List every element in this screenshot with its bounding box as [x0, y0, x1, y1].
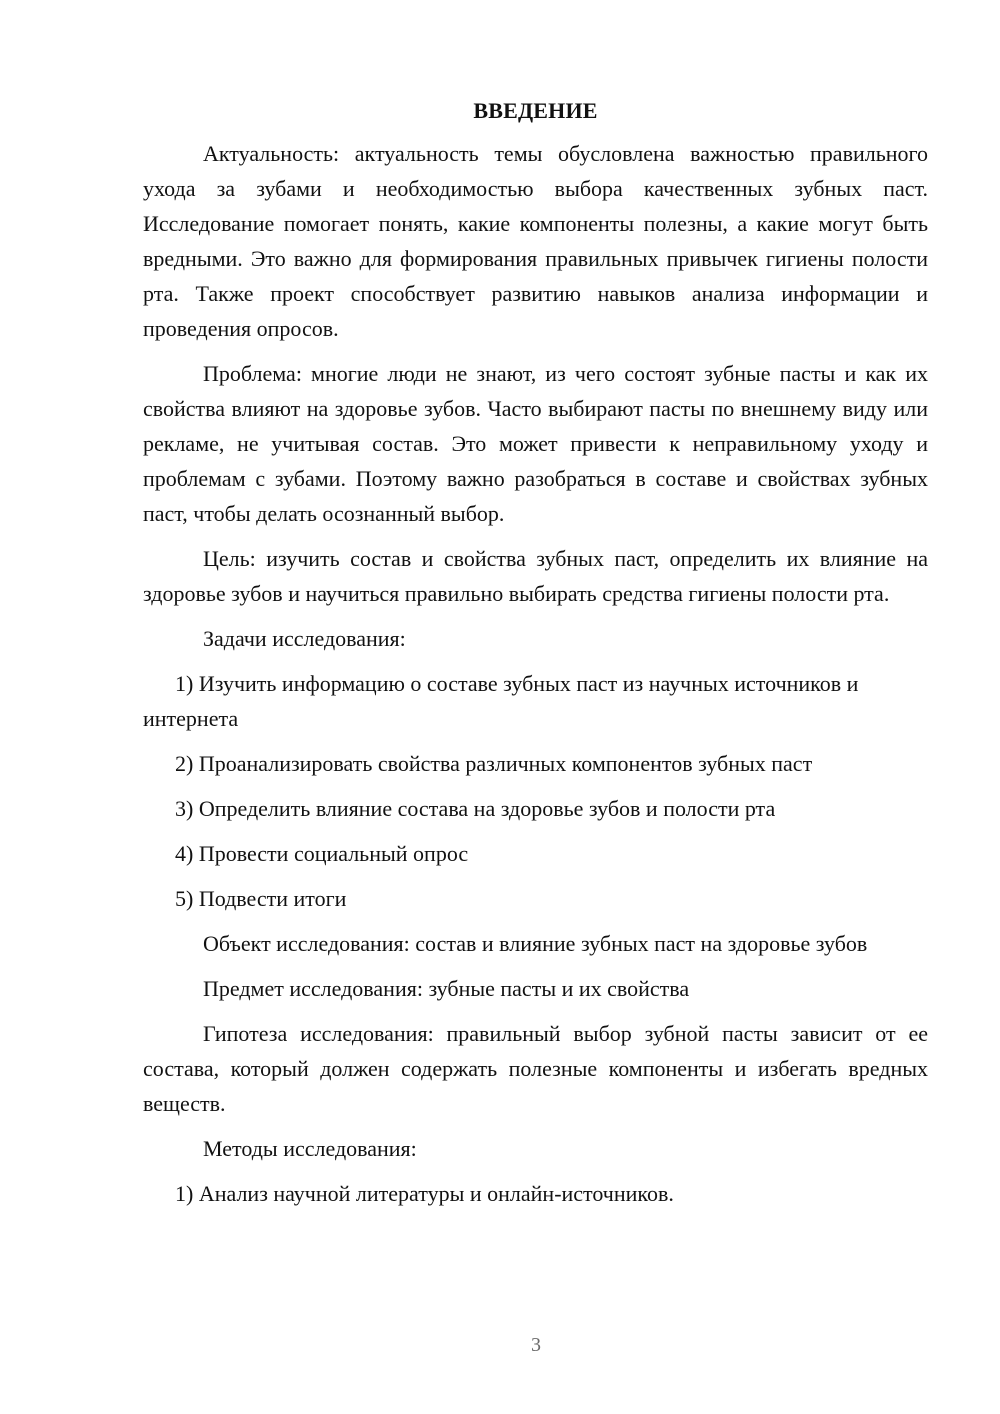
task-item-1: 1) Изучить информацию о составе зубных паст из научных источников и интернета [143, 671, 859, 731]
goal-paragraph: Цель: изучить состав и свойства зубных паст, определить их влияние на здоровье зубов и научиться правильно выбирать средства гигиены полости рта. [143, 546, 928, 606]
relevance-paragraph: Актуальность: актуальность темы обусловлена важностью правильного ухода за зубами и необходимостью выбора качественных зубных паст. Исследование помогает понять, какие компоненты полезны, а какие могут быть вредными. Это важно для формирования правильных привычек гигиены полости рта. Также проект способствует развитию навыков анализа информации и проведения опросов. [143, 141, 928, 341]
task-item-5: 5) Подвести итоги [175, 886, 347, 911]
problem-paragraph: Проблема: многие люди не знают, из чего состоят зубные пасты и как их свойства влияют на здоровье зубов. Часто выбирают пасты по внешнему виду или рекламе, не учитывая состав. Это может привести к неправильному уходу и проблемам с зубами. Поэтому важно разобраться в составе и свойствах зубных паст, чтобы делать осознанный выбор. [143, 361, 928, 526]
page-number: 3 [531, 1334, 541, 1356]
method-item-1: 1) Анализ научной литературы и онлайн-источников. [175, 1181, 674, 1206]
task-item-3: 3) Определить влияние состава на здоровье зубов и полости рта [175, 796, 776, 821]
research-subject-paragraph: Предмет исследования: зубные пасты и их свойства [203, 976, 690, 1001]
section-title: ВВЕДЕНИЕ [473, 98, 598, 123]
task-item-2: 2) Проанализировать свойства различных компонентов зубных паст [175, 751, 813, 776]
research-object-paragraph: Объект исследования: состав и влияние зубных паст на здоровье зубов [203, 931, 868, 956]
task-item-4: 4) Провести социальный опрос [175, 841, 469, 866]
tasks-heading: Задачи исследования: [203, 626, 406, 651]
page-content [143, 94, 928, 1221]
methods-heading: Методы исследования: [203, 1136, 417, 1161]
research-hypothesis-paragraph: Гипотеза исследования: правильный выбор зубной пасты зависит от ее состава, который должен содержать полезные компоненты и избегать вредных веществ. [143, 1021, 928, 1116]
